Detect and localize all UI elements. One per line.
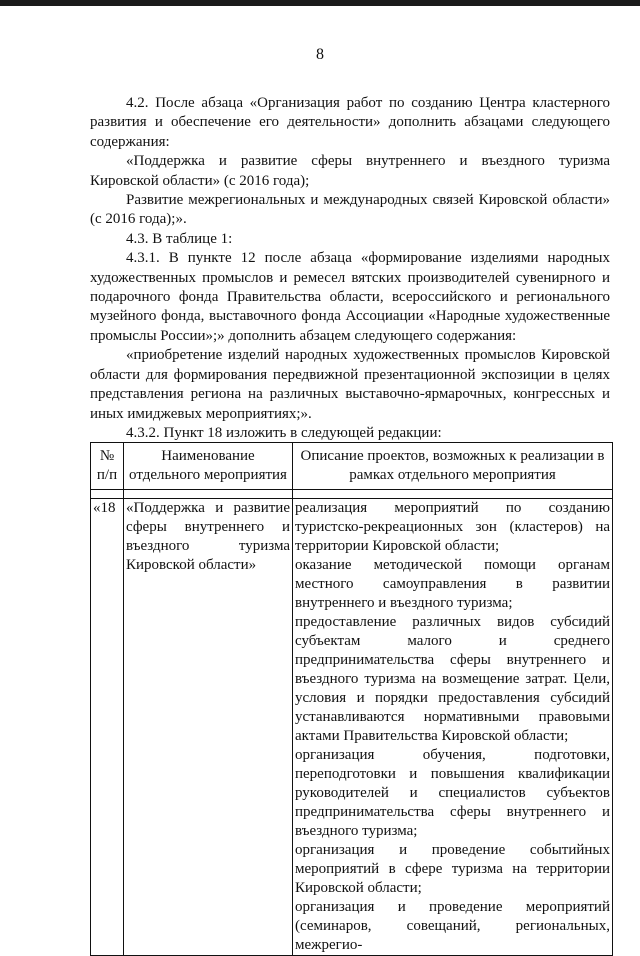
header-number: № п/п xyxy=(91,443,124,490)
paragraph-interregional-item: Развитие межрегиональных и международных связей Кировской области» (с 2016 года);». xyxy=(90,192,610,228)
row-description xyxy=(293,499,613,956)
description-item: организация и проведение событийных мероприятий в сфере туризма на территории Кировской области; xyxy=(295,842,610,896)
row-number: «18 xyxy=(91,499,124,956)
header-event-name: Наименование отдельного мероприятия xyxy=(124,443,293,490)
paragraph-4-2: 4.2. После абзаца «Организация работ по созданию Центра кластерного развития и обеспечение его деятельности» дополнить абзацами следующего содержания: xyxy=(90,95,610,150)
table-header-row xyxy=(91,443,613,490)
table-row xyxy=(91,499,613,956)
paragraph-4-3-2: 4.3.2. Пункт 18 изложить в следующей редакции: xyxy=(126,424,442,441)
description-item: организация и проведение мероприятий (семинаров, совещаний, региональных, межрегио- xyxy=(295,899,610,953)
description-item: организация обучения, подготовки, переподготовки и повышения квалификации руководителей и специалистов субъектов предпринимательства сферы внутреннего и въездного туризма; xyxy=(295,747,610,839)
document-body xyxy=(90,94,610,443)
page-number: 8 xyxy=(316,46,324,63)
row-event-name: «Поддержка и развитие сферы внутреннего и въездного туризма Кировской области» xyxy=(124,499,293,956)
paragraph-crafts-item: «приобретение изделий народных художественных промыслов Кировской области для формирования передвижной презентационной экспозиции в целях представления региона на различных выставочно-ярмарочных, конгрессных и иных имиджевых мероприятиях;». xyxy=(90,347,610,422)
description-item: оказание методической помощи органам местного самоуправления в развитии внутреннего и въездного туризма; xyxy=(295,557,610,611)
description-item: реализация мероприятий по созданию туристско-рекреационных зон (кластеров) на территории Кировской области; xyxy=(295,500,610,554)
header-project-description: Описание проектов, возможных к реализации в рамках отдельного мероприятия xyxy=(293,443,613,490)
paragraph-4-3-1: 4.3.1. В пункте 12 после абзаца «формирование изделиями народных художественных промыслов и ремесел вятских производителей сувенирного и подарочного фонда Правительства области, всероссийского и регионального музейного фонда, выставочного фонда Ассоциации «Народные художественные промыслы России»;» дополнить абзацем следующего содержания: xyxy=(90,250,610,344)
paragraph-tourism-item: «Поддержка и развитие сферы внутреннего и въездного туризма Кировской области» (с 2016 года); xyxy=(90,153,610,189)
table-spacer-row xyxy=(91,490,613,499)
description-item: предоставление различных видов субсидий субъектам малого и среднего предпринимательства сферы внутреннего и въездного туризма на возмещение затрат. Цели, условия и порядки предоставления субсидий устанавливаются нормативными правовыми актами Правительства Кировской области; xyxy=(295,614,610,744)
paragraph-4-3: 4.3. В таблице 1: xyxy=(126,230,233,247)
top-border-line xyxy=(0,0,640,6)
projects-table xyxy=(90,442,613,956)
